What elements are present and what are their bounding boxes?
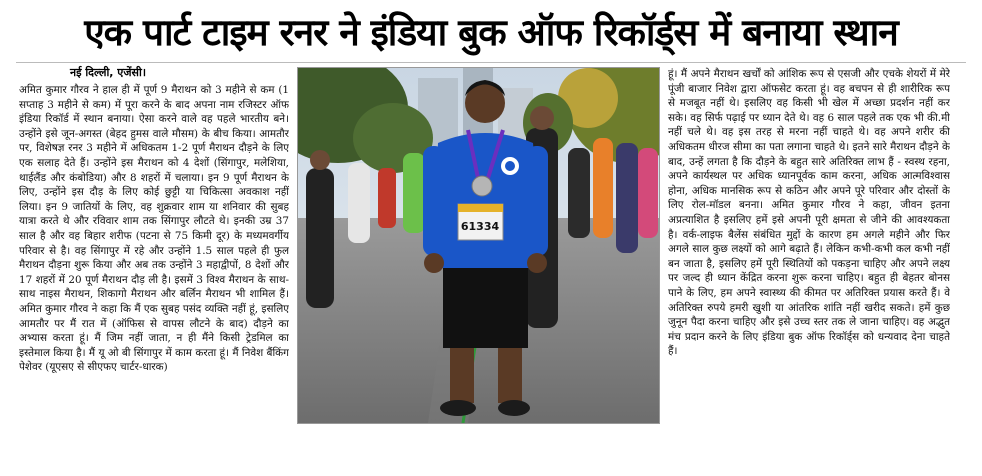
article-column-right: हूं। मैं अपने मैराथन खर्चों को आंशिक रूप से एसजी और एचके शेयरों में मेरे पूंजी बाजार निवेश द्वारा ऑफसेट करता हूं। वह बचपन से ही शारीरिक रूप से मजबूत नहीं थे। इसलिए वह किसी भी खेल में अच्छा प्रदर्शन नहीं कर सके। वह सिर्फ पढ़ाई पर ध्यान देते थे। वह 6 साल पहले तक एक भी की.मी नहीं चले थे। वह इस तरह से मरना नहीं चाहते थे। वह अपने शरीर की अधिकतम धीरज सीमा का पता लगाना चाहते थे। इतने सारे मैराथन दौड़ने के बाद, उन्हें लगता है कि दौड़ने के बहुत सारे अतिरिक्त लाभ हैं - स्वस्थ रहना, अपने कार्यस्थल पर अधिक ध्यानपूर्वक काम करना, अधिक आत्मविश्वास होना, अधिक मानसिक रूप से कठिन और अपने पूरे परिवार और दोस्तों के लिए रोल-मॉडल बनना। अमित कुमार गौरव ने कहा, जीवन इतना अप्रत्याशित है इसलिए हमें इसे अपनी पूरी क्षमता से जीने की आवश्यकता है। वर्क-लाइफ बैलेंस संबंधित मुद्दों के कारण हम अगले महीने और फिर अगले साल कुछ लक्ष्यों को आगे बढ़ाते हैं। लेकिन कभी-कभी कल कभी नहीं बन जाता है, इसलिए हमें पूरी स्थितियों को पकड़ना चाहिए और अपने लक्ष्य पर जल्द ही ध्यान केंद्रित करना शुरू करना चाहिए। बहुत ही बेहतर बोनस पाने के लिए, हम अपने स्वास्थ्य की कीमत पर अतिरिक्त प्रयास करते हैं। वे अतिरिक्त रुपये हमरी खुशी या आंतरिक शांति नहीं खरीद सकते। हमें कुछ जुनून पैदा करना चाहिए और इसे उच्च स्तर तक ले जाना चाहिए। वह अद्भुत मंच प्रदान करने के लिए इंडिया बुक ऑफ रिकॉर्ड्स को धन्यवाद देना चाहते हैं। bbox=[668, 68, 950, 358]
headline: एक पार्ट टाइम रनर ने इंडिया बुक ऑफ रिकॉर्ड्स में बनाया स्थान bbox=[84, 11, 898, 54]
article-column-left: अमित कुमार गौरव ने हाल ही में पूर्ण 9 मैराथन को 3 महीने से कम (1 सप्ताह 3 महीने से कम) में पूरा करने के बाद अपना नाम रजिस्टर ऑफ इंडिया रिकॉर्ड में स्थान बनाया। ऐसा करने वाले वह पहले भारतीय बने। उन्होंने इसे जून-अगस्त (बेहद हुमस वाले मौसम) के बीच किया। आमतौर पर, विशेषज्ञ रनर 3 महीने में अधिकतम 1-2 पूर्ण मैराथन दौड़ने के लिए एक सलाह देते हैं। उन्होंने इस मैराथन को 4 देशों (सिंगापुर, मलेशिया, थाईलैंड और कंबोडिया) और 8 शहरों में चलाया। इन 9 पूर्ण मैराथन के लिए, उन्होंने इस दौड़ के लिए कोई छुट्टी या चिकित्सा अवकाश नहीं लिया। इन 9 जातियों के लिए, वह शुक्रवार शाम या शनिवार की सुबह यात्रा करते थे और रविवार शाम तक सिंगापुर लौटते थे। इनकी उम्र 37 साल है और वह बिहार शरीफ (पटना से 75 किमी दूर) के मध्यमवर्गीय परिवार से है। वह सिंगापुर में रहे और उन्होंने 1.5 साल पहले ही फुल मैराथन दौड़ना शुरू किया और अब तक उन्होंने 3 महाद्वीपों, 8 देशों और 17 शहरों में 20 पूर्ण मैराथन दौड़ ली है। इसमें 3 विश्व मैराथन के साथ-साथ नाइस मैराथन, शिकागो मैराथन और बर्लिन मैराथन भी शामिल हैं। अमित कुमार गौरव ने कहा कि मैं एक सुबह पसंद व्यक्ति नहीं हूं, इसलिए आमतौर पर मैं रात में (ऑफिस से वापस लौटने के बाद) दौड़ने का अभ्यास करता हूं। मैं जिम नहीं जाता, न ही मैंने किसी ट्रेडमिल का इस्तेमाल किया है। मैं यू ओ बी सिंगापुर में काम करता हूं। मैं निवेश बैंकिंग पेशेवर (यूएसए से सीएफए चार्टर-धारक) bbox=[19, 84, 289, 374]
bib-number: 61334 bbox=[460, 220, 500, 233]
dateline: नई दिल्ली, एजेंसी। bbox=[70, 66, 147, 79]
runner-photo bbox=[297, 67, 660, 424]
divider bbox=[16, 62, 966, 63]
